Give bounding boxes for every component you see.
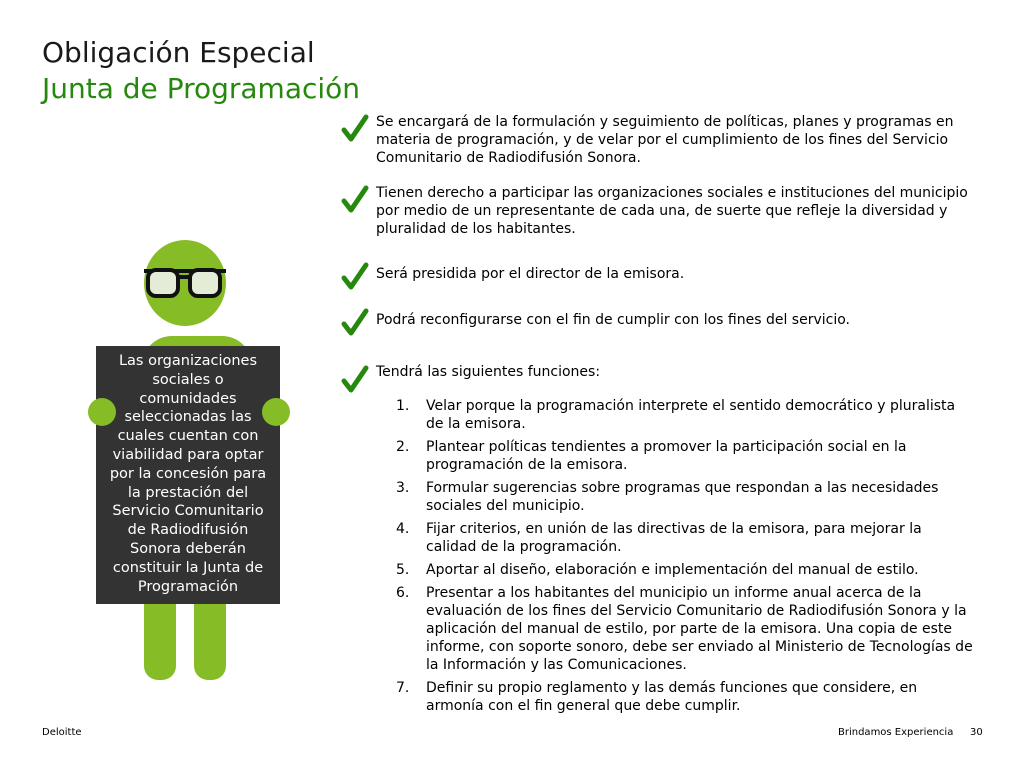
sign-board <box>96 346 280 604</box>
list-item <box>376 561 976 579</box>
list-number: 1. <box>396 398 410 414</box>
check-icon <box>340 365 370 395</box>
glasses-icon <box>142 265 228 301</box>
page-subtitle: Junta de Programación <box>42 72 361 105</box>
list-item <box>376 397 976 433</box>
check-icon <box>340 308 370 338</box>
list-number: 6. <box>396 585 410 601</box>
bullet-text: Tendrá las siguientes funciones: <box>376 364 601 380</box>
footer-tagline: Brindamos Experiencia <box>838 727 954 738</box>
list-item <box>376 438 976 474</box>
list-number: 2. <box>396 439 410 455</box>
bullet-text: Será presidida por el director de la emisora. <box>376 266 685 282</box>
list-text: Presentar a los habitantes del municipio un informe anual acerca de la evaluación de los fines del Servicio Comunitario de Radiodifusión Sonora y la aplicación del manual de estilo, por parte de la emisora. Una copia de este informe, con soporte sonoro, debe ser enviado al Ministerio de Tecnologías de la Información y las Comunicaciones. <box>426 585 973 673</box>
bullet-text: Se encargará de la formulación y seguimiento de políticas, planes y programas en materia de programación, y de velar por el cumplimiento de los fines del Servicio Comunitario de Radiodifusión Sonora. <box>376 114 954 166</box>
figure-hand-right <box>262 398 290 426</box>
sign-text: Las organizaciones sociales o comunidades seleccionadas las cuales cuentan con viabilidad para optar por la concesión para la prestación del Servicio Comunitario de Radiodifusión Sonora deberán constituir la Junta de Programación <box>109 353 267 595</box>
check-icon <box>340 262 370 292</box>
list-item <box>376 679 976 715</box>
page-title: Obligación Especial <box>42 36 315 69</box>
check-icon <box>340 114 370 144</box>
list-text: Formular sugerencias sobre programas que respondan a las necesidades sociales del municipio. <box>426 480 939 514</box>
figure-leg-right <box>194 598 226 680</box>
list-number: 7. <box>396 680 410 696</box>
footer-brand: Deloitte <box>42 727 82 738</box>
list-number: 5. <box>396 562 410 578</box>
list-text: Plantear políticas tendientes a promover la participación social en la programación de la emisora. <box>426 439 907 473</box>
list-item <box>376 479 976 515</box>
list-text: Velar porque la programación interprete el sentido democrático y pluralista de la emisora. <box>426 398 956 432</box>
list-text: Aportar al diseño, elaboración e implementación del manual de estilo. <box>426 562 919 578</box>
bullet-text: Podrá reconfigurarse con el fin de cumplir con los fines del servicio. <box>376 312 850 328</box>
check-icon <box>340 185 370 215</box>
figure-leg-left <box>144 598 176 680</box>
bullet-text: Tienen derecho a participar las organizaciones sociales e instituciones del municipio por medio de un representante de cada una, de suerte que refleje la diversidad y pluralidad de los habitantes. <box>376 185 968 237</box>
person-illustration <box>0 0 320 768</box>
figure-hand-left <box>88 398 116 426</box>
list-item <box>376 584 976 674</box>
list-number: 3. <box>396 480 410 496</box>
functions-list <box>376 397 976 720</box>
list-text: Definir su propio reglamento y las demás funciones que considere, en armonía con el fin general que debe cumplir. <box>426 680 918 714</box>
list-text: Fijar criterios, en unión de las directivas de la emisora, para mejorar la calidad de la programación. <box>426 521 922 555</box>
list-item <box>376 520 976 556</box>
page-number: 30 <box>970 727 983 738</box>
list-number: 4. <box>396 521 410 537</box>
